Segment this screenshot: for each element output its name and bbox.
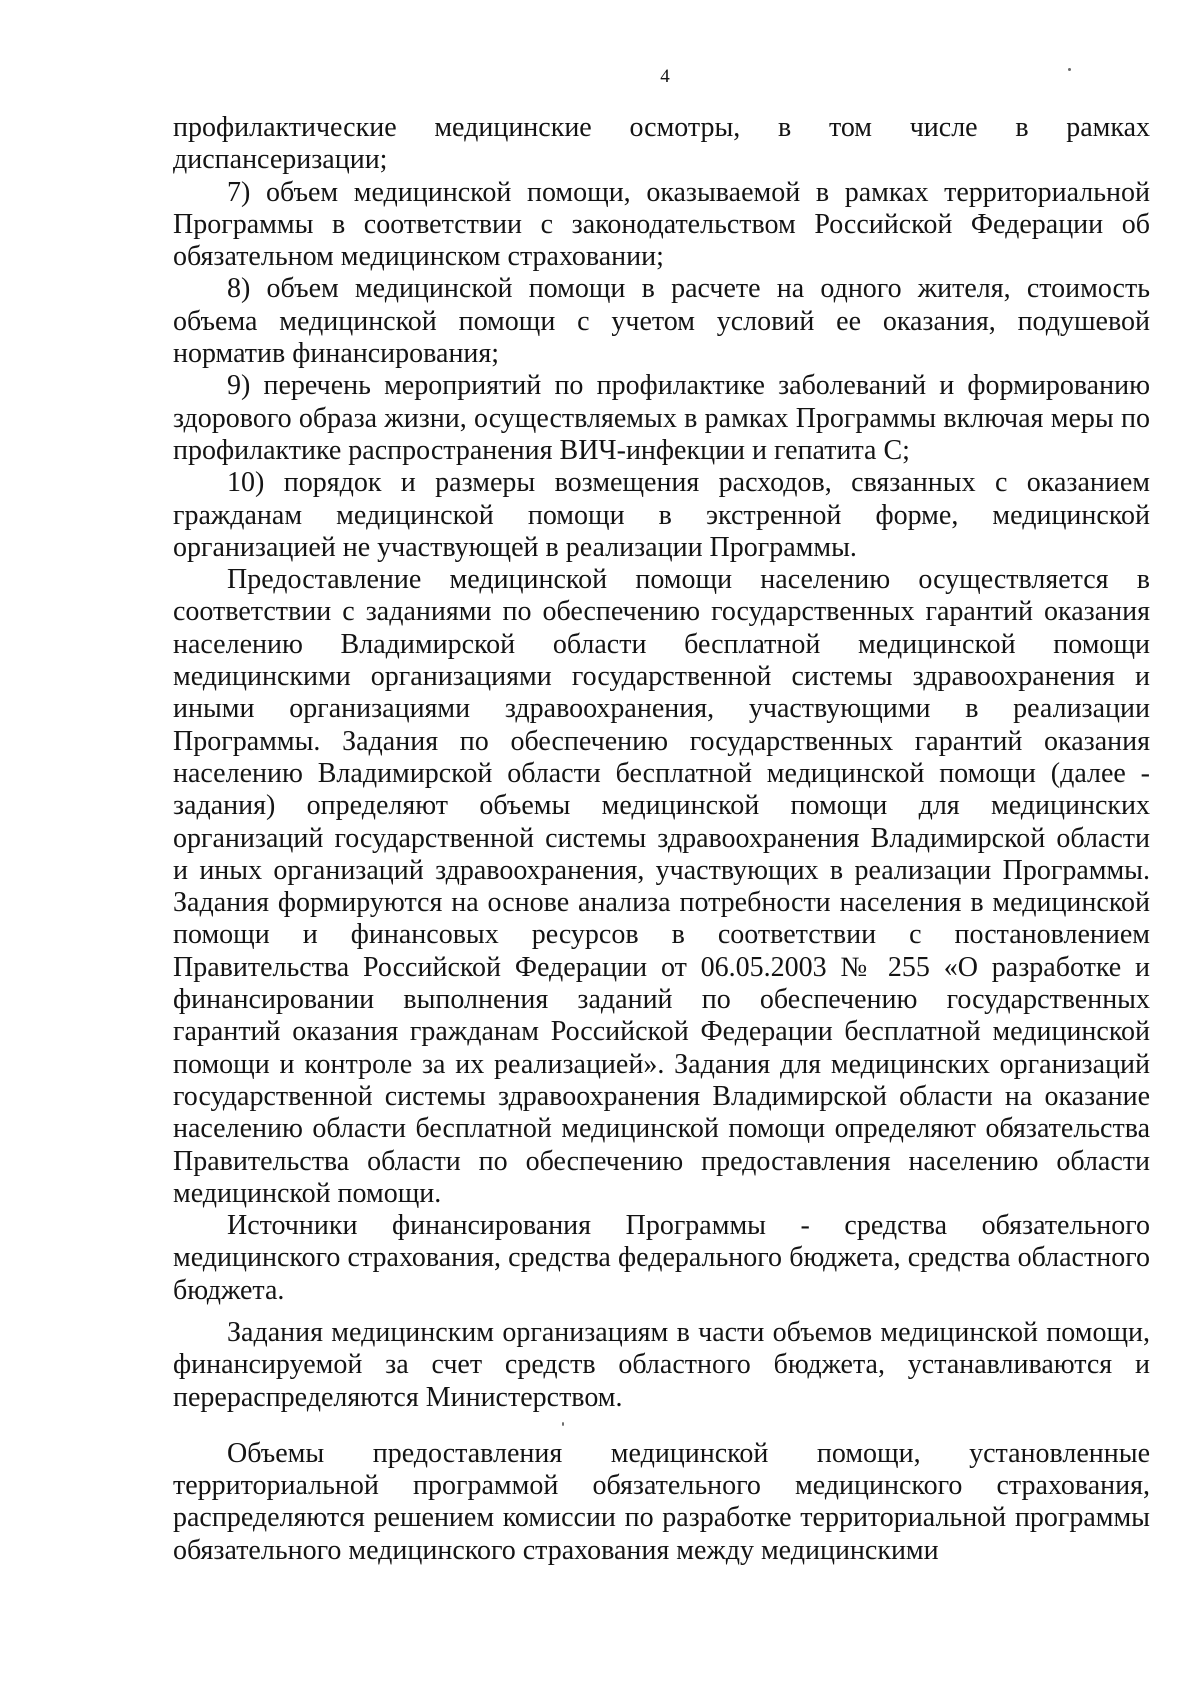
paragraph-item-6-continuation: профилактические медицинские осмотры, в том числе в рамках диспансеризации;	[173, 112, 1150, 176]
paragraph-item-9: 9) перечень мероприятий по профилактике заболеваний и формированию здорового образа жизни, осуществляемых в рамках Программы включая меры по профилактике распространения ВИЧ-инфекции и гепатита С;	[173, 370, 1150, 466]
paragraph-assignments: Предоставление медицинской помощи населению осуществляется в соответствии с заданиями по обеспечению государственных гарантий оказания населению Владимирской области бесплатной медицинской помощи медицинскими организациями государственной системы здравоохранения и иными организациями здравоохранения, участвующими в реализации Программы. Задания по обеспечению государственных гарантий оказания населению Владимирской области бесплатной медицинской помощи (далее - задания) определяют объемы медицинской помощи для медицинских организаций государственной системы здравоохранения Владимирской области и иных организаций здравоохранения, участвующих в реализации Программы. Задания формируются на основе анализа потребности населения в медицинской помощи и финансовых ресурсов в соответствии с постановлением Правительства Российской Федерации от 06.05.2003 № 255 «О разработке и финансировании выполнения заданий по обеспечению государственных гарантий оказания гражданам Российской Федерации бесплатной медицинской помощи и контроле за их реализацией». Задания для медицинских организаций государственной системы здравоохранения Владимирской области на оказание населению области бесплатной медицинской помощи определяют обязательства Правительства области по обеспечению предоставления населению области медицинской помощи.	[173, 564, 1150, 1209]
paragraph-item-7: 7) объем медицинской помощи, оказываемой в рамках территориальной Программы в соответствии с законодательством Российской Федерации об обязательном медицинском страховании;	[173, 176, 1150, 273]
paragraph-item-10: 10) порядок и размеры возмещения расходов, связанных с оказанием гражданам медицинской помощи в экстренной форме, медицинской организацией не участвующей в реализации Программы.	[173, 467, 1150, 563]
paragraph-item-8: 8) объем медицинской помощи в расчете на одного жителя, стоимость объема медицинской помощи с учетом условий ее оказания, подушевой норматив финансирования;	[173, 273, 1150, 370]
scan-speck-top	[1068, 68, 1071, 71]
paragraph-regional-budget: Задания медицинским организациям в части объемов медицинской помощи, финансируемой за счет средств областного бюджета, устанавливаются и перераспределяются Министерством.	[173, 1316, 1150, 1413]
paragraph-funding-sources: Источники финансирования Программы - средства обязательного медицинского страхования, средства федерального бюджета, средства областного бюджета.	[173, 1210, 1150, 1306]
paragraph-oms-volumes: Объемы предоставления медицинской помощи, установленные территориальной программой обязательного медицинского страхования, распределяются решением комиссии по разработке территориальной программы обязательного медицинского страхования между медицинскими	[173, 1437, 1150, 1566]
document-body	[173, 112, 1150, 1567]
page-number: 4	[660, 66, 670, 87]
